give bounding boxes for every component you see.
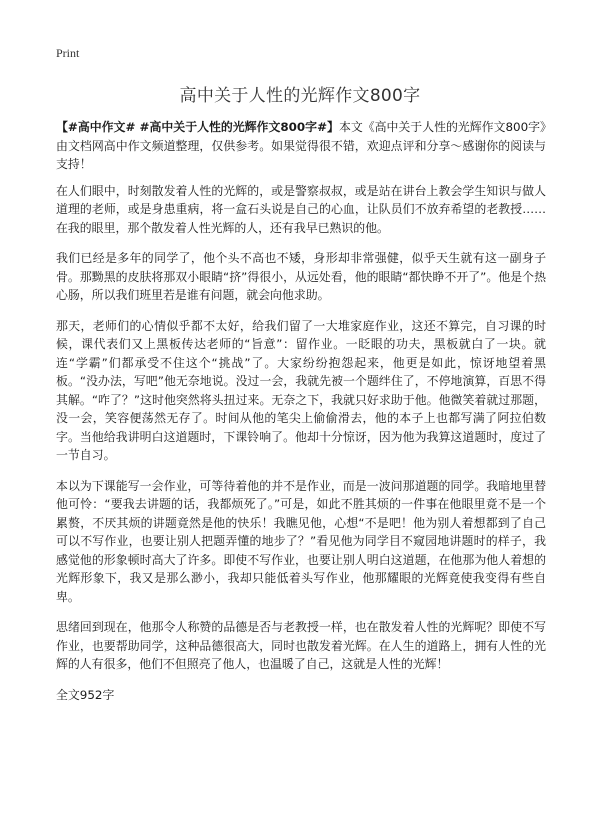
paragraph-2: 我们已经是多年的同学了，他个头不高也不矮，身形却非常强健，似乎天生就有这一副身子骨。那黝黑的皮肤将那双小眼睛“挤”得很小，从远处看，他的眼睛“都快睁不开了”。他是个热心肠，所以我们班里若是谁有问题，就会向他求助。: [56, 251, 546, 302]
paragraph-4: 本以为下课能写一会作业，可等待着他的并不是作业，而是一波问那道题的同学。我暗地里替他可怜：“要我去讲题的话，我都烦死了。”可是，如此不胜其烦的一件事在他眼里竟不是一个累赘，不厌其烦的讲题竟然是他的快乐！我瞧见他，心想“不是吧！他为别人着想都到了自己可以不写作业，也要让别人把题弄懂的地步了？”看见他为同学目不窥园地讲题时的样子，我感觉他的形象顿时高大了许多。即使不写作业，也要让别人明白这道题，在他那为他人着想的光辉形象下，我又是那么渺小，我却只能低着头写作业，他那耀眼的光辉竟使我变得有些自卑。: [56, 478, 546, 604]
paragraph-3: 那天，老师们的心情似乎都不太好，给我们留了一大堆家庭作业，这还不算完，自习课的时候，课代表们又上黑板传达老师的“旨意”：留作业。一眨眼的功夫，黑板就白了一块。就连“学霸”们都承受不住这个“挑战”了。大家纷纷抱怨起来，他更是如此，惊讶地望着黑板。“没办法，写吧”他无奈地说。没过一会，我就先被一个题绊住了，不停地演算，百思不得其解。“咋了？”这时他突然将头扭过来。无奈之下，我就只好求助于他。他微笑着就过那题，没一会，笑容便荡然无存了。时间从他的笔尖上偷偷滑去，他的本子上也都写满了阿拉伯数字。当他给我讲明白这道题时，下课铃响了。他却十分惊讶，因为他为我算这道题时，度过了一节自习。: [56, 318, 546, 462]
word-count: 全文952字: [56, 687, 115, 702]
print-link[interactable]: Print: [56, 46, 80, 60]
page-title: 高中关于人性的光辉作文800字: [179, 86, 421, 106]
intro-tags: 【#高中作文# #高中关于人性的光辉作文800字#】: [56, 120, 339, 134]
article-body: [56, 118, 546, 704]
paragraph-1: 在人们眼中，时刻散发着人性的光辉的，或是警察叔叔，或是站在讲台上教会学生知识与做人道理的老师，或是身患重病，将一盒石头说是自己的心血，让队员们不放弃希望的老教授……在我的眼里，那个散发着人性光辉的人，还有我早已熟识的他。: [56, 183, 546, 235]
intro-text: 本文《高中关于人性的光辉作文800字》由文档网高中作文频道整理，仅供参考。如果觉得很不错，欢迎点评和分享～感谢你的阅读与支持！: [56, 120, 546, 171]
paragraph-5: 思绪回到现在，他那令人称赞的品德是否与老教授一样，也在散发着人性的光辉呢？即使不写作业，也要帮助同学，这种品德很高大，同时也散发着光辉。在人生的道路上，拥有人性的光辉的人有很多，他们不但照亮了他人，也温暖了自己，这就是人性的光辉！: [56, 620, 546, 671]
intro-paragraph: [56, 118, 546, 174]
